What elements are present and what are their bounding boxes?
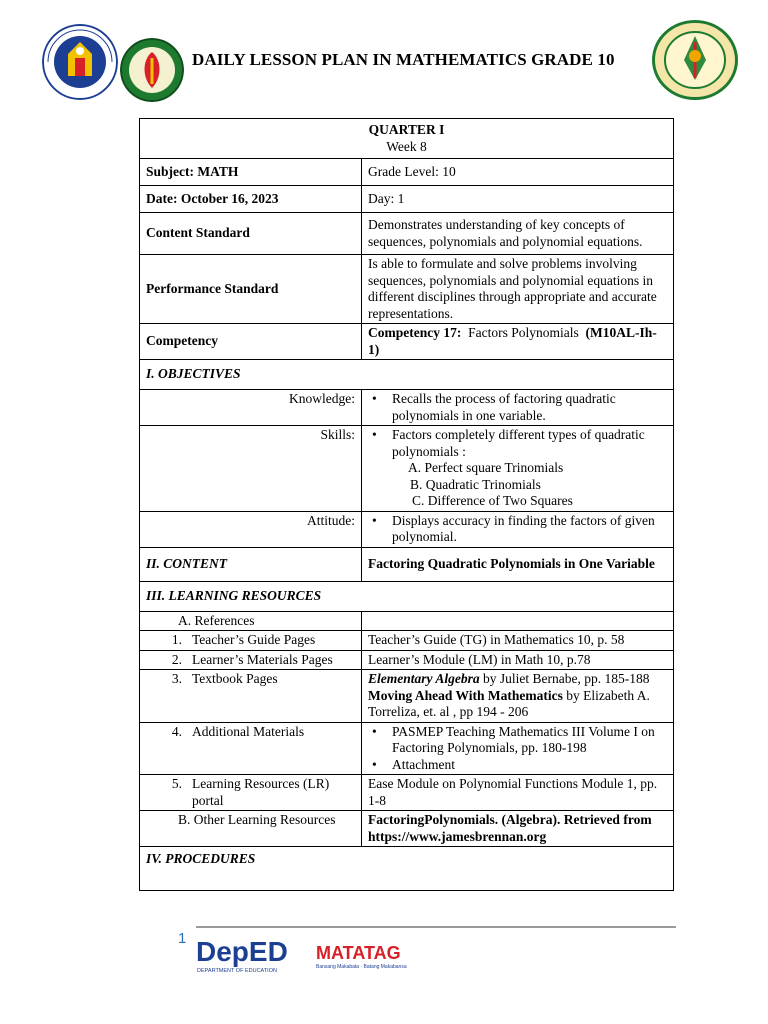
school-seal-logo bbox=[652, 20, 738, 100]
performance-standard-text: Is able to formulate and solve problems involving sequences, polynomials and polynomial equations in different disciplines through appropriate and accurate representations. bbox=[362, 255, 674, 324]
performance-standard-row bbox=[140, 255, 674, 324]
subject-cell: Subject: MATH bbox=[140, 159, 362, 186]
competency-code: (M10AL-Ih-1) bbox=[368, 325, 657, 357]
resources-heading-row bbox=[140, 581, 674, 611]
quarter-label: QUARTER I bbox=[368, 122, 445, 137]
deped-seal-logo bbox=[42, 24, 118, 100]
resource-row-1 bbox=[140, 631, 674, 651]
quarter-cell bbox=[140, 119, 674, 159]
matatag-logo bbox=[316, 941, 426, 976]
resource-3-value-cell bbox=[362, 670, 674, 723]
references-label: A. References bbox=[140, 611, 362, 631]
document-title: DAILY LESSON PLAN IN MATHEMATICS GRADE 10 bbox=[192, 50, 615, 69]
competency-cell bbox=[362, 324, 674, 360]
references-empty bbox=[362, 611, 674, 631]
resource-1-value: Teacher’s Guide (TG) in Mathematics 10, p. 58 bbox=[362, 631, 674, 651]
resource-row-3 bbox=[140, 670, 674, 723]
competency-label: Competency bbox=[140, 324, 362, 360]
resource-3-number: 3. bbox=[171, 671, 182, 686]
resource-2-value: Learner’s Module (LM) in Math 10, p.78 bbox=[362, 650, 674, 670]
content-standard-text: Demonstrates understanding of key concepts of sequences, polynomials and polynomial equations. bbox=[362, 213, 674, 255]
resources-heading: III. LEARNING RESOURCES bbox=[140, 581, 674, 611]
content-heading: II. CONTENT bbox=[140, 547, 362, 581]
week-label: Week 8 bbox=[386, 138, 427, 154]
matatag-wordmark: MATATAG bbox=[316, 943, 401, 963]
deped-footer-logo bbox=[196, 935, 306, 980]
grade-level-cell: Grade Level: 10 bbox=[362, 159, 674, 186]
additional-material-item: • Attachment bbox=[388, 757, 667, 774]
matatag-subtext: Bansang Makabata · Batang Makabansa bbox=[316, 964, 407, 970]
objectives-heading: I. OBJECTIVES bbox=[140, 360, 674, 390]
performance-standard-label: Performance Standard bbox=[140, 255, 362, 324]
resource-4-value-cell bbox=[362, 722, 674, 775]
knowledge-cell bbox=[362, 390, 674, 426]
deped-wordmark: DepED bbox=[196, 936, 288, 967]
content-standard-row bbox=[140, 213, 674, 255]
date-row bbox=[140, 186, 674, 213]
resource-2-label-cell bbox=[140, 650, 362, 670]
other-resources-row bbox=[140, 811, 674, 847]
knowledge-item: • Recalls the process of factoring quadratic polynomials in one variable. bbox=[388, 391, 667, 424]
textbook-1-rest: by Juliet Bernabe, pp. 185-188 bbox=[479, 671, 650, 686]
resource-4-label: Additional Materials bbox=[192, 723, 305, 739]
resource-1-label-cell bbox=[140, 631, 362, 651]
competency-text: Factors Polynomials bbox=[468, 325, 579, 340]
subject-row bbox=[140, 159, 674, 186]
resource-4-number: 4. bbox=[171, 723, 182, 739]
resource-5-number: 5. bbox=[171, 776, 182, 791]
resource-2-label: Learner’s Materials Pages bbox=[192, 651, 333, 667]
content-standard-label: Content Standard bbox=[140, 213, 362, 255]
competency-row bbox=[140, 324, 674, 360]
resource-4-label-cell bbox=[140, 722, 362, 775]
knowledge-row bbox=[140, 390, 674, 426]
additional-material-item: • PASMEP Teaching Mathematics III Volume I on Factoring Polynomials, pp. 180-198 bbox=[388, 724, 667, 757]
lesson-plan-table bbox=[139, 118, 674, 891]
attitude-cell bbox=[362, 511, 674, 547]
skills-label: Skills: bbox=[140, 426, 362, 512]
skills-cell bbox=[362, 426, 674, 512]
quarter-row bbox=[140, 119, 674, 159]
resource-row-4 bbox=[140, 722, 674, 775]
resource-1-label: Teacher’s Guide Pages bbox=[192, 632, 316, 647]
skills-sub-a: A. Perfect square Trinomials bbox=[408, 460, 564, 475]
objectives-heading-row bbox=[140, 360, 674, 390]
division-seal-logo bbox=[120, 38, 184, 102]
other-resources-value: FactoringPolynomials. (Algebra). Retrieved from https://www.jamesbrennan.org bbox=[362, 811, 674, 847]
date-cell: Date: October 16, 2023 bbox=[140, 186, 362, 213]
deped-subtext: DEPARTMENT OF EDUCATION bbox=[197, 968, 277, 974]
skills-row bbox=[140, 426, 674, 512]
resource-5-label: Learning Resources (LR) portal bbox=[192, 776, 330, 808]
procedures-heading: IV. PROCEDURES bbox=[140, 847, 674, 891]
textbook-2-rest: by Elizabeth A. Torreliza, et. al , pp 194 - 206 bbox=[368, 687, 650, 719]
resource-1-number: 1. bbox=[171, 632, 182, 647]
content-text: Factoring Quadratic Polynomials in One Variable bbox=[362, 547, 674, 581]
resource-row-2 bbox=[140, 650, 674, 670]
content-row bbox=[140, 547, 674, 581]
resource-5-value: Ease Module on Polynomial Functions Module 1, pp. 1-8 bbox=[362, 775, 674, 811]
attitude-item: • Displays accuracy in finding the factors of given polynomial. bbox=[388, 513, 667, 546]
attitude-label: Attitude: bbox=[140, 511, 362, 547]
attitude-row bbox=[140, 511, 674, 547]
resource-2-number: 2. bbox=[171, 651, 182, 667]
page-number: 1 bbox=[178, 930, 187, 947]
day-cell: Day: 1 bbox=[362, 186, 674, 213]
resource-3-label-cell bbox=[140, 670, 362, 723]
competency-number: Competency 17: bbox=[368, 325, 462, 340]
resource-5-label-cell bbox=[140, 775, 362, 811]
textbook-2-title: Moving Ahead With Mathematics bbox=[368, 687, 563, 703]
references-row bbox=[140, 611, 674, 631]
skills-item: • Factors completely different types of quadratic polynomials : bbox=[388, 427, 667, 460]
resource-row-5 bbox=[140, 775, 674, 811]
skills-sub-b: B. Quadratic Trinomials bbox=[410, 476, 541, 492]
other-resources-label: B. Other Learning Resources bbox=[140, 811, 362, 847]
textbook-1-title: Elementary Algebra bbox=[368, 671, 480, 686]
procedures-heading-row bbox=[140, 847, 674, 891]
skills-sub-c: C. Difference of Two Squares bbox=[412, 493, 573, 508]
knowledge-label: Knowledge: bbox=[140, 390, 362, 426]
footer-divider bbox=[196, 926, 676, 928]
resource-3-label: Textbook Pages bbox=[192, 671, 278, 686]
